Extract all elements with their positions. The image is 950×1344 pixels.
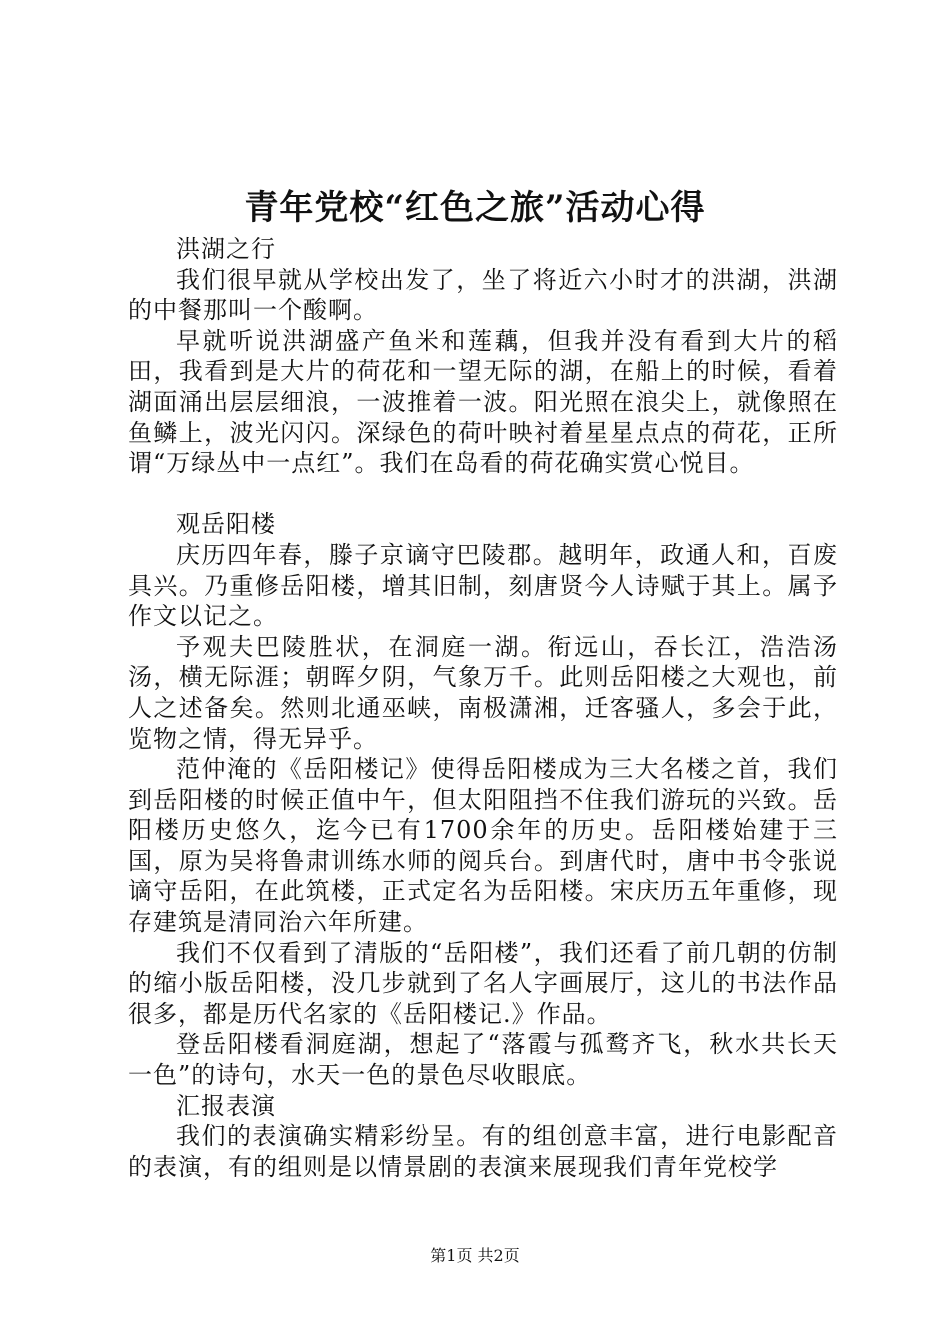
paragraph: 早就听说洪湖盛产鱼米和莲藕，但我并没有看到大片的稻田，我看到是大片的荷花和一望无际的湖，在船上的时候，看着湖面涌出层层细浪，一波推着一波。阳光照在浪尖上，就像照在鱼鳞上，波光闪闪。深绿色的荷叶映衬着星星点点的荷花，正所谓“万绿丛中一点红”。我们在岛看的荷花确实赏心悦目。 bbox=[128, 326, 838, 478]
document-title: 青年党校“红色之旅”活动心得 bbox=[244, 188, 706, 228]
section-heading: 洪湖之行 bbox=[176, 235, 276, 263]
paragraph: 我们的表演确实精彩纷呈。有的组创意丰富，进行电影配音的表演，有的组则是以情景剧的表演来展现我们青年党校学 bbox=[128, 1122, 838, 1181]
paragraph: 我们不仅看到了清版的“岳阳楼”，我们还看了前几朝的仿制的缩小版岳阳楼，没几步就到了名人字画展厅，这儿的书法作品很多，都是历代名家的《岳阳楼记.》作品。 bbox=[128, 938, 838, 1028]
paragraph: 范仲淹的《岳阳楼记》使得岳阳楼成为三大名楼之首，我们到岳阳楼的时候正值中午，但太阳阻挡不住我们游玩的兴致。岳阳楼历史悠久，迄今已有1700余年的历史。岳阳楼始建于三国，原为吴将鲁肃训练水师的阅兵台。到唐代时，唐中书令张说谪守岳阳，在此筑楼，正式定名为岳阳楼。宋庆历五年重修，现存建筑是清同治六年所建。 bbox=[128, 755, 838, 937]
paragraph: 登岳阳楼看洞庭湖，想起了“落霞与孤鹜齐飞，秋水共长天一色”的诗句，水天一色的景色尽收眼底。 bbox=[128, 1030, 838, 1090]
section-heading: 观岳阳楼 bbox=[176, 510, 276, 539]
page-footer: 第1页 共2页 bbox=[430, 1246, 520, 1265]
section-heading: 汇报表演 bbox=[176, 1091, 276, 1120]
paragraph: 我们很早就从学校出发了，坐了将近六小时才的洪湖，洪湖的中餐那叫一个酸啊。 bbox=[128, 265, 838, 325]
paragraph: 庆历四年春，滕子京谪守巴陵郡。越明年，政通人和，百废具兴。乃重修岳阳楼，增其旧制，刻唐贤今人诗赋于其上。属予作文以记之。 bbox=[128, 540, 838, 631]
document-body bbox=[128, 234, 838, 1182]
blank-line bbox=[128, 479, 838, 510]
paragraph: 予观夫巴陵胜状，在洞庭一湖。衔远山，吞长江，浩浩汤汤，横无际涯；朝晖夕阴，气象万千。此则岳阳楼之大观也，前人之述备矣。然则北通巫峡，南极潇湘，迁客骚人，多会于此，览物之情，得无异乎。 bbox=[128, 632, 838, 753]
